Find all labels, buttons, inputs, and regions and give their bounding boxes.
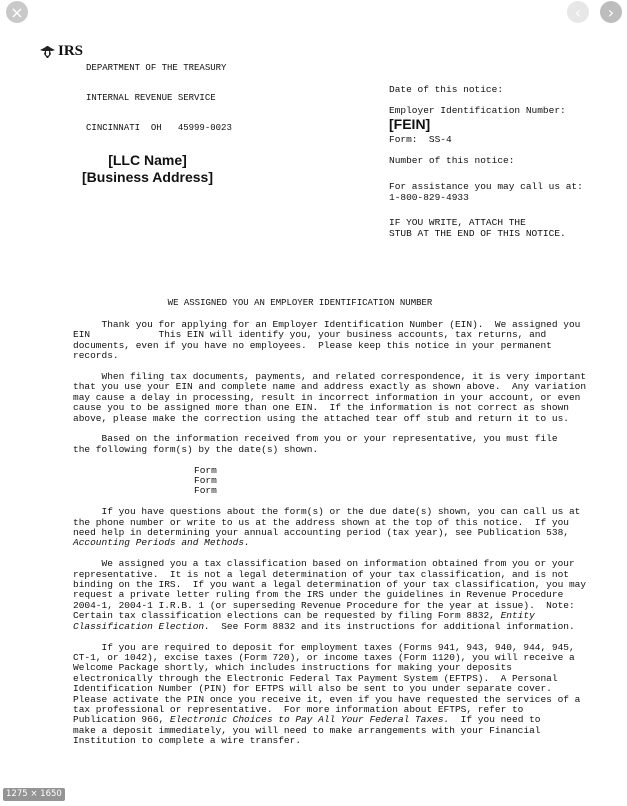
text-line: records. bbox=[73, 350, 119, 362]
text-line: the phone number or write to us at the address shown at the top of this notice. If you bbox=[73, 516, 569, 528]
form-entry: Form bbox=[194, 464, 217, 476]
paragraph-forms-required bbox=[73, 434, 593, 455]
business-address: [Business Address] bbox=[82, 169, 213, 185]
next-image-button[interactable] bbox=[600, 1, 622, 23]
paragraph-deposits bbox=[73, 643, 593, 747]
text-line: may cause a delay in processing, result in incorrect information in your account, or even bbox=[73, 391, 581, 403]
forms-list bbox=[73, 466, 593, 497]
text-line: Welcome Package shortly, which includes instructions for making your deposits bbox=[73, 662, 512, 674]
letter-title: WE ASSIGNED YOU AN EMPLOYER IDENTIFICATION NUMBER bbox=[167, 298, 433, 308]
paragraph-questions bbox=[73, 507, 593, 549]
text-line: Thank you for applying for an Employer Identification Number (EIN). We assigned you bbox=[73, 319, 581, 330]
previous-image-button[interactable] bbox=[567, 1, 589, 23]
text-line bbox=[73, 622, 593, 632]
chevron-left-icon: ‹ bbox=[574, 2, 582, 22]
irs-address bbox=[86, 43, 232, 153]
text-line: EIN This EIN will identify you, your business accounts, tax returns, and bbox=[73, 329, 547, 341]
form-title: Entity bbox=[500, 610, 535, 622]
form-title: Classification Election. bbox=[73, 620, 210, 632]
text-line: electronically through the Electronic Federal Tax Payment System (EFTPS). A Personal bbox=[73, 672, 558, 684]
attach-instruction-line: STUB AT THE END OF THIS NOTICE. bbox=[389, 228, 566, 239]
form-entry: Form bbox=[194, 485, 217, 497]
address-line: INTERNAL REVENUE SERVICE bbox=[86, 93, 216, 103]
publication-title: Accounting Periods and Methods. bbox=[73, 537, 250, 549]
attach-instruction-line: IF YOU WRITE, ATTACH THE bbox=[389, 217, 526, 228]
notice-date-label: Date of this notice: bbox=[389, 84, 504, 95]
llc-name: [LLC Name] bbox=[108, 152, 187, 168]
image-dimensions-badge: 1275 × 1650 bbox=[3, 788, 65, 801]
text-line: If you are required to deposit for employment taxes (Forms 941, 943, 940, 944, 945, bbox=[73, 641, 575, 653]
text-line: tax professional or representative. For more information about EFTPS, refer to bbox=[73, 703, 524, 715]
letter-body bbox=[73, 320, 593, 747]
text-line bbox=[73, 538, 593, 548]
text-line: cause you to be assigned more than one EIN. If the information is not correct as shown bbox=[73, 402, 569, 414]
text-line: representative. It is not a legal determination of your tax classification, and is not bbox=[73, 568, 569, 580]
paragraph-tax-classification bbox=[73, 559, 593, 632]
assistance-phone: 1-800-829-4933 bbox=[389, 192, 469, 203]
ein-label: Employer Identification Number: bbox=[389, 105, 566, 116]
close-icon: × bbox=[10, 2, 24, 22]
irs-letterhead bbox=[39, 43, 232, 153]
treasury-eagle-icon bbox=[39, 45, 56, 59]
address-line: DEPARTMENT OF THE TREASURY bbox=[86, 63, 227, 73]
text-line: above, please make the correction using the attached tear off stub and return it to us. bbox=[73, 412, 569, 424]
text-line: that you use your EIN and complete name and address exactly as shown above. Any variation bbox=[73, 381, 587, 393]
paragraph-filing bbox=[73, 372, 593, 424]
form-entry: Form bbox=[194, 475, 217, 487]
close-button[interactable] bbox=[6, 1, 28, 23]
text-segment: See Form 8832 and its instructions for additional information. bbox=[209, 620, 575, 632]
text-line: CT-1, or 1042), excise taxes (Form 720), or income taxes (Form 1120), you will receive a bbox=[73, 651, 575, 663]
recipient-block bbox=[70, 152, 225, 186]
paragraph-ein-assigned bbox=[73, 320, 593, 362]
ein-value: [FEIN] bbox=[389, 116, 431, 132]
text-line: Based on the information received from you or your representative, you must file bbox=[73, 433, 558, 445]
assistance-label: For assistance you may call us at: bbox=[389, 181, 583, 192]
text-line: Institution to complete a wire transfer. bbox=[73, 735, 302, 747]
form-line: Form: SS-4 bbox=[389, 134, 452, 145]
text-line: 2004-1, 2004-1 I.R.B. 1 (or superseding Revenue Procedure for the year at issue). Note: bbox=[73, 599, 575, 611]
text-line: make a deposit immediately, you will need to make arrangements with your Financial bbox=[73, 724, 541, 736]
text-line: Please activate the PIN once you receive it, even if you have requested the services of a bbox=[73, 693, 581, 705]
text-line: Identification Number (PIN) for EFTPS will also be sent to you under separate cover. bbox=[73, 683, 552, 695]
text-line: If you have questions about the form(s) or the due date(s) shown, you can call us at bbox=[73, 506, 581, 518]
text-line: binding on the IRS. If you want a legal determination of your tax classification, you may bbox=[73, 579, 587, 591]
publication-title: Electronic Choices to Pay All Your Federal Taxes. bbox=[169, 714, 450, 726]
text-segment: Certain tax classification elections can be requested by filing Form 8832, bbox=[73, 610, 501, 622]
text-line: request a private letter ruling from the IRS under the guidelines in Revenue Procedure bbox=[73, 589, 564, 601]
text-line: When filing tax documents, payments, and related correspondence, it is very important bbox=[73, 371, 587, 383]
text-line: need help in determining your annual accounting period (tax year), see Publication 538, bbox=[73, 527, 569, 539]
chevron-right-icon: › bbox=[607, 2, 615, 22]
notice-info bbox=[389, 84, 624, 239]
text-line: the following form(s) by the date(s) shown. bbox=[73, 443, 319, 455]
text-segment: Publication 966, bbox=[73, 714, 170, 726]
notice-number-label: Number of this notice: bbox=[389, 155, 515, 166]
irs-logo-text: IRS bbox=[58, 43, 84, 59]
address-line: CINCINNATI OH 45999-0023 bbox=[86, 123, 232, 133]
text-line: documents, even if you have no employees. Please keep this notice in your permanent bbox=[73, 339, 552, 351]
text-line: We assigned you a tax classification based on information obtained from you or your bbox=[73, 558, 575, 570]
text-segment: If you need to bbox=[449, 714, 541, 726]
